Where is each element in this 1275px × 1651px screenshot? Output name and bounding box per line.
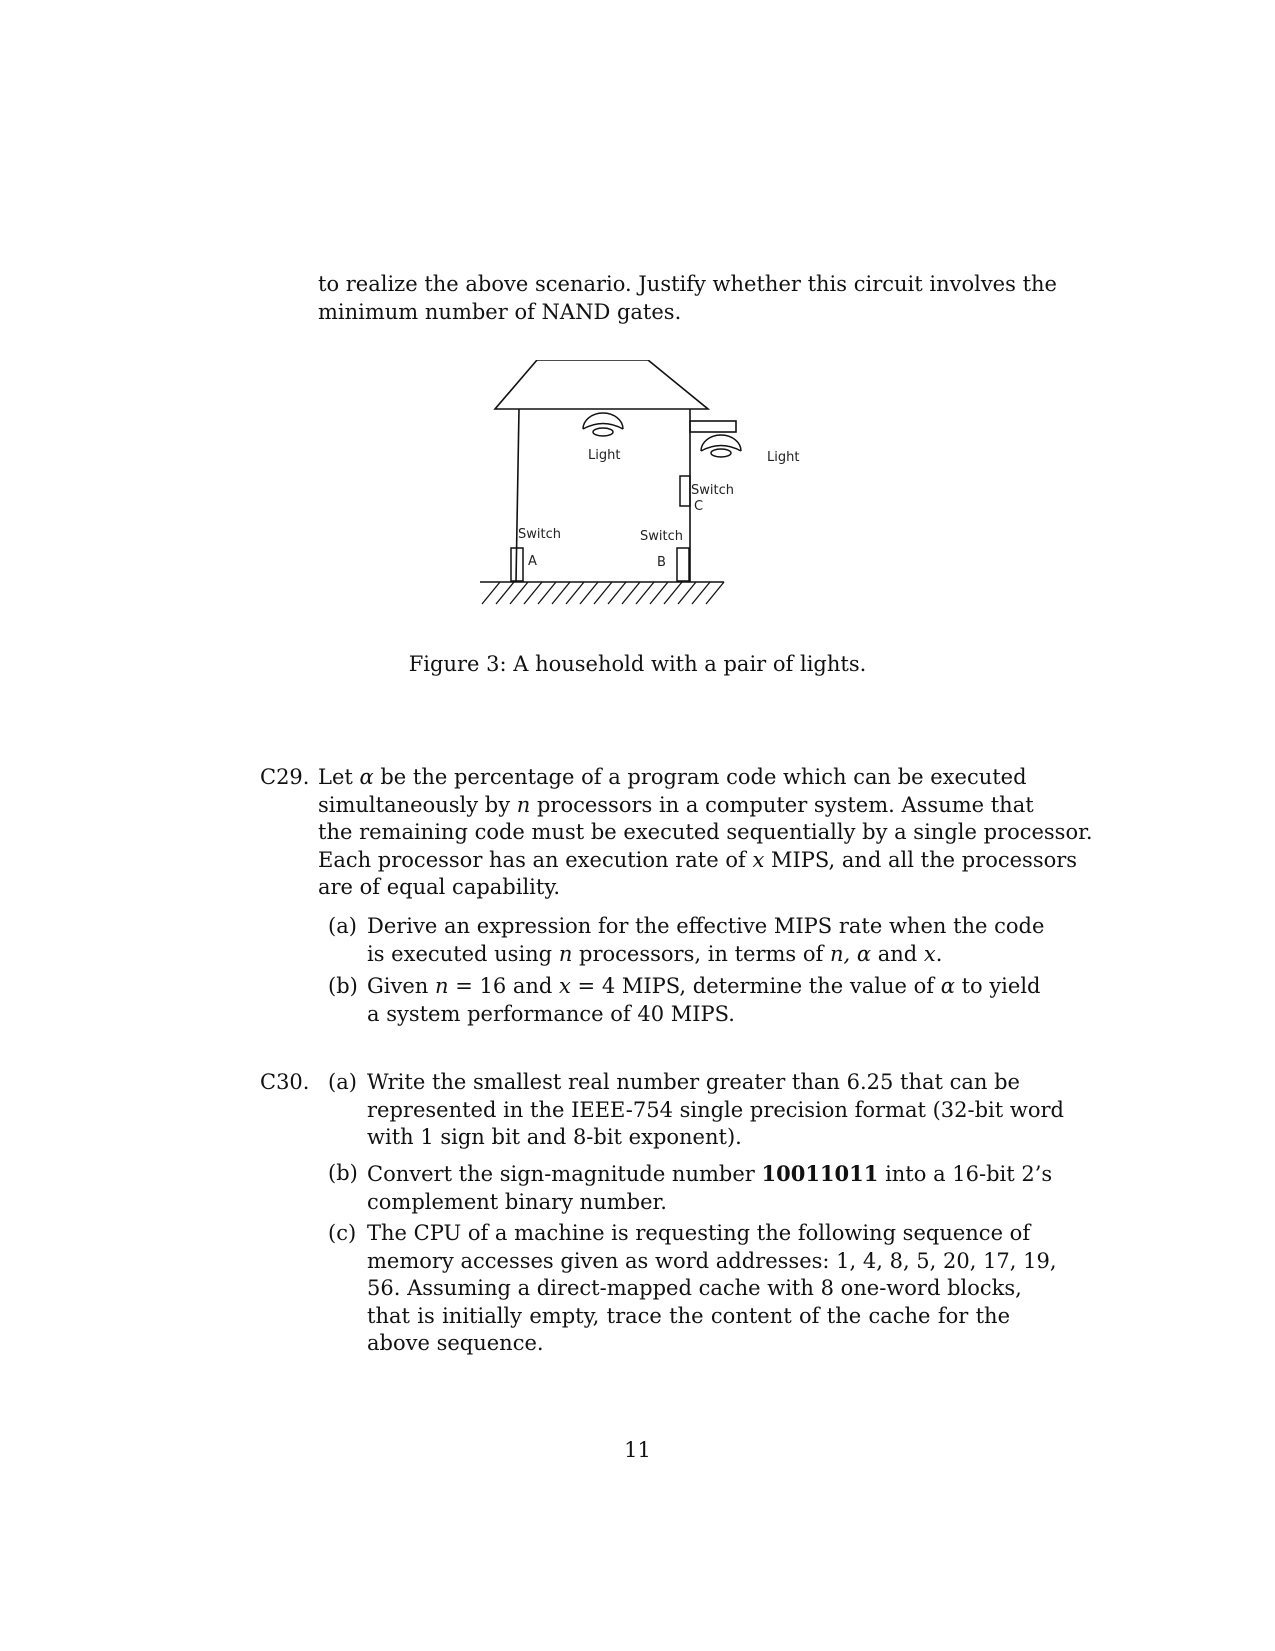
intro-paragraph [318, 271, 1057, 326]
hatch-stroke [636, 582, 654, 604]
c30-a-line: Write the smallest real number greater than 6.25 that can be [367, 1070, 1020, 1094]
c30-a-label: (a) [328, 1070, 357, 1094]
household-figure [480, 360, 760, 620]
c30-b-line: Convert the sign-magnitude number 10011011 into a 16-bit 2’s [367, 1161, 1053, 1186]
hatch-stroke [566, 582, 584, 604]
c29-a-line: is executed using n processors, in terms of n, α and x. [367, 941, 943, 966]
hatch-stroke [608, 582, 626, 604]
figure-caption: Figure 3: A household with a pair of lights. [408, 652, 867, 676]
hatch-stroke [594, 582, 612, 604]
light-right-icon [701, 435, 741, 457]
hatch-stroke [552, 582, 570, 604]
switch-a-letter: A [528, 554, 537, 569]
c29-line: the remaining code must be executed sequentially by a single processor. [318, 820, 1093, 844]
hatch-stroke [650, 582, 668, 604]
c30-c-line: The CPU of a machine is requesting the following sequence of [367, 1221, 1031, 1245]
c29-a-line: Derive an expression for the effective MIPS rate when the code [367, 914, 1045, 938]
light-right-label-outer: Light [767, 450, 800, 465]
c30-c-line: memory accesses given as word addresses: 1, 4, 8, 5, 20, 17, 19, [367, 1248, 1057, 1273]
switch-c-label: Switch [691, 483, 734, 498]
c29-a-label: (a) [328, 914, 357, 938]
hatch-stroke [622, 582, 640, 604]
question-c29-label: C29. [260, 765, 310, 789]
switch-b-icon [677, 548, 689, 581]
c30-b-label: (b) [328, 1161, 358, 1185]
c29-a-body [367, 913, 1045, 968]
switch-c-letter: C [694, 499, 704, 514]
switch-b-label: Switch [640, 529, 683, 544]
question-c30-label: C30. [260, 1070, 310, 1094]
intro-line-1: to realize the above scenario. Justify whether this circuit involves the [318, 272, 1057, 296]
hatch-stroke [678, 582, 696, 604]
switch-c-icon [680, 476, 690, 506]
light-left-label: Light [588, 448, 621, 463]
hatch-stroke [664, 582, 682, 604]
sign-magnitude-number: 10011011 [761, 1161, 879, 1186]
hatch-stroke [496, 582, 514, 604]
c30-b-line: complement binary number. [367, 1189, 667, 1214]
c30-a-line: with 1 sign bit and 8-bit exponent). [367, 1125, 742, 1149]
c30-c-body [367, 1220, 1057, 1358]
switch-b-letter: B [657, 555, 666, 570]
c29-b-label: (b) [328, 974, 358, 998]
c29-b-body [367, 973, 1041, 1028]
light-left-icon [583, 413, 623, 436]
hatch-stroke [538, 582, 556, 604]
c29-line: Each processor has an execution rate of x MIPS, and all the processors [318, 847, 1078, 872]
light-ledge [690, 421, 736, 432]
question-c29-body [318, 764, 1093, 902]
house-roof [495, 360, 708, 409]
c30-c-line: that is initially empty, trace the content of the cache for the [367, 1303, 1010, 1328]
intro-line-2: minimum number of NAND gates. [318, 299, 682, 324]
c30-a-line: represented in the IEEE-754 single precision format (32-bit word [367, 1097, 1064, 1122]
hatch-stroke [482, 582, 500, 604]
c30-c-label: (c) [328, 1221, 357, 1245]
c30-a-body [367, 1069, 1064, 1152]
c29-line: simultaneously by n processors in a computer system. Assume that [318, 792, 1034, 817]
c29-b-line: Given n = 16 and x = 4 MIPS, determine the value of α to yield [367, 974, 1041, 998]
c29-line: Let α be the percentage of a program code which can be executed [318, 765, 1027, 789]
ground-hatching [482, 582, 724, 604]
hatch-stroke [706, 582, 724, 604]
c30-c-line: 56. Assuming a direct-mapped cache with 8 one-word blocks, [367, 1276, 1022, 1300]
c30-b-body [367, 1160, 1053, 1216]
c29-b-line: a system performance of 40 MIPS. [367, 1001, 735, 1026]
house-left-wall [516, 409, 519, 582]
hatch-stroke [580, 582, 598, 604]
c30-c-line: above sequence. [367, 1331, 544, 1355]
hatch-stroke [692, 582, 710, 604]
hatch-stroke [510, 582, 528, 604]
switch-a-label: Switch [518, 527, 561, 542]
hatch-stroke [524, 582, 542, 604]
c29-line: are of equal capability. [318, 875, 561, 899]
page-number: 11 [624, 1438, 651, 1462]
